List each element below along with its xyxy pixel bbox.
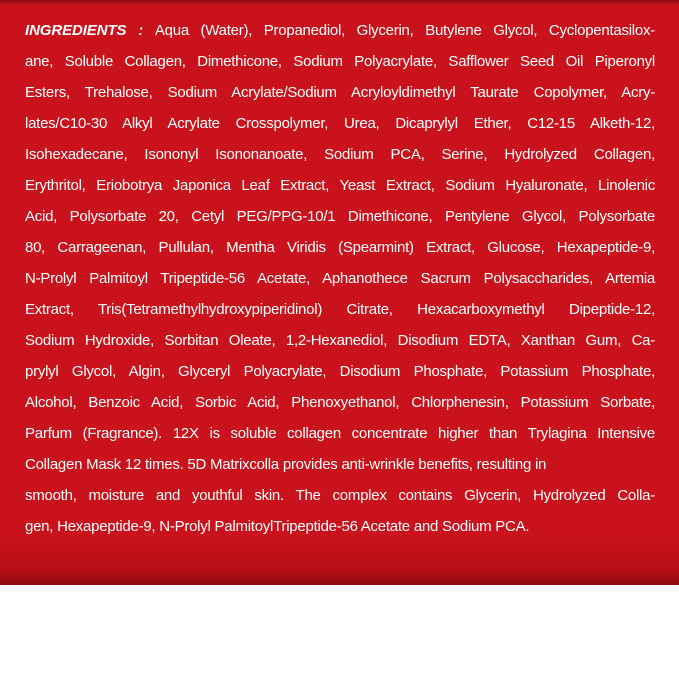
ingredients-line: gen, Hexapeptide-9, N-Prolyl PalmitoylTripeptide-56 Acetate and Sodium PCA. xyxy=(25,518,530,535)
ingredients-line: ane, Soluble Collagen, Dimethicone, Sodium Polyacrylate, Safflower Seed Oil Piperonyl xyxy=(25,53,655,70)
ingredients-line: Erythritol, Eriobotrya Japonica Leaf Extract, Yeast Extract, Sodium Hyaluronate, Linolenic xyxy=(25,177,655,194)
ingredients-line: Esters, Trehalose, Sodium Acrylate/Sodium Acryloyldimethyl Taurate Copolymer, Acry- xyxy=(25,84,655,101)
ingredients-line: 80, Carrageenan, Pullulan, Mentha Viridis (Spearmint) Extract, Glucose, Hexapeptide-9, xyxy=(25,239,655,256)
ingredients-line: Alcohol, Benzoic Acid, Sorbic Acid, Phenoxyethanol, Chlorphenesin, Potassium Sorbate, xyxy=(25,394,655,411)
ingredients-text-block xyxy=(25,15,655,542)
ingredients-line: INGREDIENTS : Aqua (Water), Propanediol, Glycerin, Butylene Glycol, Cyclopentasilox- xyxy=(25,22,655,39)
ingredients-line: N-Prolyl Palmitoyl Tripeptide-56 Acetate, Aphanothece Sacrum Polysaccharides, Artemia xyxy=(25,270,655,287)
ingredients-line: prylyl Glycol, Algin, Glyceryl Polyacrylate, Disodium Phosphate, Potassium Phosphate, xyxy=(25,363,655,380)
ingredients-line: lates/C10-30 Alkyl Acrylate Crosspolymer, Urea, Dicaprylyl Ether, C12-15 Alketh-12, xyxy=(25,115,655,132)
ingredients-line: Extract, Tris(Tetramethylhydroxypiperidinol) Citrate, Hexacarboxymethyl Dipeptide-12, xyxy=(25,301,655,318)
ingredients-line: Isohexadecane, Isononyl Isononanoate, Sodium PCA, Serine, Hydrolyzed Collagen, xyxy=(25,146,655,163)
ingredients-heading-label: INGREDIENTS : xyxy=(25,22,155,39)
ingredients-line: Collagen Mask 12 times. 5D Matrixcolla provides anti-wrinkle benefits, resulting in xyxy=(25,456,547,473)
ingredients-line: Sodium Hydroxide, Sorbitan Oleate, 1,2-Hexanediol, Disodium EDTA, Xanthan Gum, Ca- xyxy=(25,332,655,349)
ingredients-line: Parfum (Fragrance). 12X is soluble collagen concentrate higher than Trylagina Intensive xyxy=(25,425,655,442)
ingredients-line: Acid, Polysorbate 20, Cetyl PEG/PPG-10/1 Dimethicone, Pentylene Glycol, Polysorbate xyxy=(25,208,655,225)
ingredients-line: smooth, moisture and youthful skin. The complex contains Glycerin, Hydrolyzed Colla- xyxy=(25,487,655,504)
